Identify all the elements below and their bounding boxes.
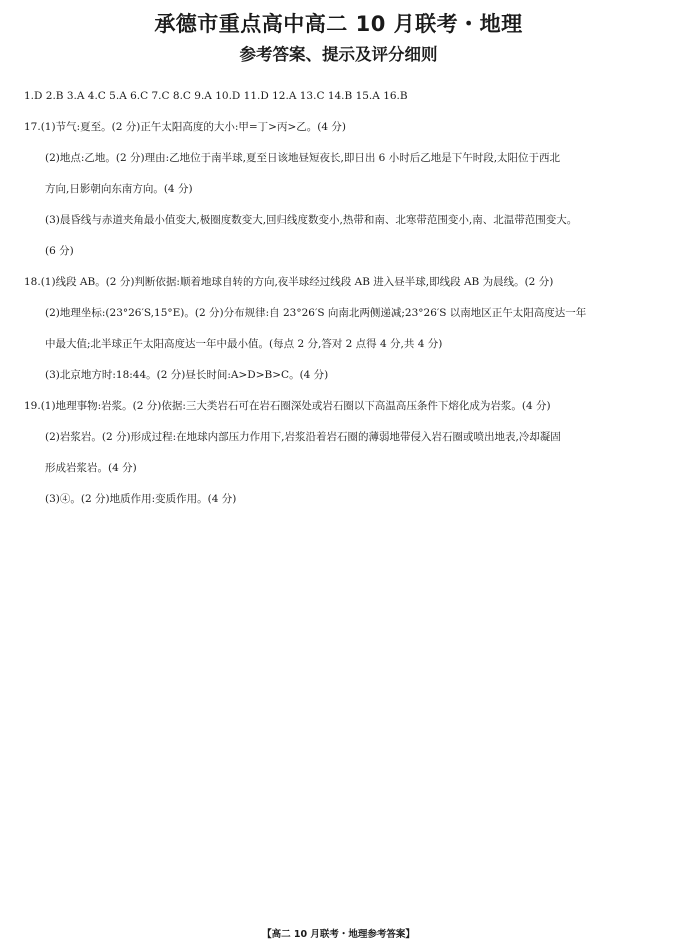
page-subtitle: 参考答案、提示及评分细则 bbox=[239, 45, 438, 64]
answer-line-17-3a: (3)晨昏线与赤道夹角最小值变大,极圈度数变大,回归线度数变小,热带和南、北寒带范围变小,南、北温带范围变大。 bbox=[45, 214, 578, 226]
page-footer: 【高二 10 月联考・地理参考答案】 bbox=[262, 929, 415, 940]
answer-line-18-1: 18.(1)线段 AB。(2 分)判断依据:顺着地球自转的方向,夜半球经过线段 AB 进入昼半球,即线段 AB 为晨线。(2 分) bbox=[24, 276, 554, 288]
answer-line-17-2b: 方向,日影朝向东南方向。(4 分) bbox=[45, 183, 193, 195]
answer-line-19-2b: 形成岩浆岩。(4 分) bbox=[45, 462, 137, 474]
answer-line-18-2b: 中最大值;北半球正午太阳高度达一年中最小值。(每点 2 分,答对 2 点得 4 分,共 4 分) bbox=[45, 338, 443, 350]
choice-answers: 1.D 2.B 3.A 4.C 5.A 6.C 7.C 8.C 9.A 10.D 11.D 12.A 13.C 14.B 15.A 16.B bbox=[24, 90, 408, 102]
answer-line-19-1: 19.(1)地理事物:岩浆。(2 分)依据:三大类岩石可在岩石圈深处或岩石圈以下高温高压条件下熔化成为岩浆。(4 分) bbox=[24, 400, 551, 412]
answer-line-18-3: (3)北京地方时:18:44。(2 分)昼长时间:A>D>B>C。(4 分) bbox=[45, 369, 329, 381]
answer-line-19-3: (3)④。(2 分)地质作用:变质作用。(4 分) bbox=[45, 493, 237, 505]
answer-line-17-3b: (6 分) bbox=[45, 245, 74, 257]
answer-line-17-2a: (2)地点:乙地。(2 分)理由:乙地位于南半球,夏至日该地昼短夜长,即日出 6 小时后乙地是下午时段,太阳位于西北 bbox=[45, 152, 561, 164]
answer-line-18-2a: (2)地理坐标:(23°26′S,15°E)。(2 分)分布规律:自 23°26′S 向南北两侧递减;23°26′S 以南地区正午太阳高度达一年 bbox=[45, 307, 587, 319]
page-title: 承德市重点高中高二 10 月联考・地理 bbox=[154, 12, 523, 36]
answer-line-19-2a: (2)岩浆岩。(2 分)形成过程:在地球内部压力作用下,岩浆沿着岩石圈的薄弱地带侵入岩石圈或喷出地表,冷却凝固 bbox=[45, 431, 561, 443]
answer-line-17-1: 17.(1)节气:夏至。(2 分)正午太阳高度的大小:甲=丁>丙>乙。(4 分) bbox=[24, 121, 346, 133]
